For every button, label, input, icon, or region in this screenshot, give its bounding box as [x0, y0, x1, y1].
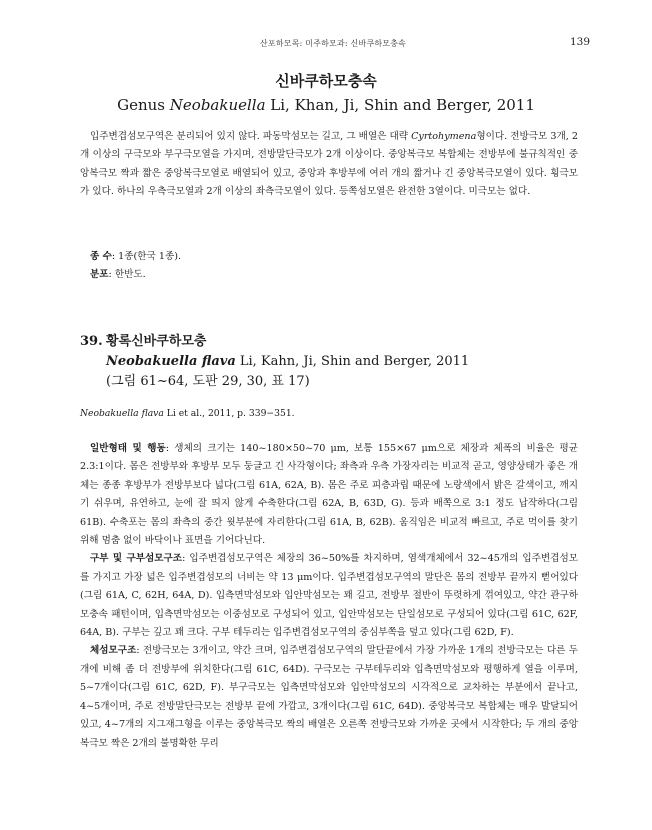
section-somatic-text: : 전방극모는 3개이고, 약간 크며, 입주변겹섬모구역의 말단끝에서 가장 가까운 1개의 전방극모는 다른 두 개에 비해 좀 더 전방부에 위치한다(그림 61C, 64D). 구극모는 구부테두리와 입측면막섬모와 평행하게 열을 이루며, 5~7개이다(그림 61C, 62D, F). 부구극모는 입측면막섬모와 입안막섬모의 시각적으로 교차하는 부분에서 끝나고, 4~5개이며, 주로 전방말단극모는 전방부 끝에 가깝고, 3개이다(그림 61C, 64D). 중앙복극모 복합체는 매우 발달되어있고, 4~7개의 지그재그형을 이루는 중앙복극모 짝의 배열은 오른쪽 전방극모와 가까운 곳에서 시작한다; 두 개의 중앙복극모 짝은 2개의 불명확한 무리: [80, 645, 578, 749]
citation-text: Li et al., 2011, p. 339−351.: [163, 408, 295, 419]
section-somatic: [80, 642, 578, 752]
species-heading-line2: [80, 352, 469, 372]
distribution-value: : 한반도.: [108, 269, 146, 280]
genus-description-text: [80, 128, 578, 202]
species-heading: [80, 332, 469, 392]
section-general: [80, 440, 578, 550]
species-count-row: [80, 248, 578, 266]
citation-name: Neobakuella flava: [80, 408, 164, 419]
species-description: [80, 440, 578, 753]
genus-title-english: [0, 96, 652, 114]
section-oral-text: : 입주변겹섬모구역은 체장의 36~50%를 차지하며, 염색개체에서 32~45개의 입주변겹섬모를 가지고 가장 넓은 입주변겹섬모의 너비는 약 13 μm이다. 입주변겹섬모구역의 말단은 몸의 전방부 끝까지 뻗어있다(그림 61A, C, 62H, 64A, D). 입측면막섬모와 입안막섬모는 꽤 길고, 전방부 절반이 뚜렷하게 꺾여있고, 약간 관구하모충속 패턴이며, 입측면막섬모는 이중섬모로 구성되어 있고, 입안막섬모는 단일섬모로 구성되어 있다(그림 61C, 62F, 64A, B). 구부는 깊고 꽤 크다. 구부 테두리는 입주변겹섬모구역의 중심부쪽을 덮고 있다(그림 62D, F).: [80, 553, 578, 639]
genus-title-korean: 신바쿠하모충속: [275, 72, 377, 90]
page-number: 139: [569, 36, 590, 48]
section-oral-label: 구부 및 구부섬모구조: [90, 553, 183, 565]
section-oral: [80, 550, 578, 642]
genus-desc-part2: 형이다. 전방극모 3개, 2개 이상의 구극모와 부구극모열을 가지며, 전방말단극모가 2개 이상이다. 중앙복극모 복합체는 전방부에 불규칙적인 중앙복극모 짝과 짧은 중앙복극모열로 배열되어 있고, 중앙과 후방부에 여러 개의 짧거나 긴 중앙복극모열이 있다. 횡극모가 있다. 하나의 우측극모열과 2개 이상의 좌측극모열이 있다. 등쪽섬모열은 완전한 3열이다. 미극모는 없다.: [80, 131, 578, 198]
species-heading-line1: [80, 332, 469, 352]
species-korean-name: 황록신바쿠하모충: [106, 334, 207, 349]
genus-desc-part1: 입주변겹섬모구역은 분리되어 있지 않다. 파동막섬모는 길고, 그 배열은 대략: [90, 131, 412, 142]
distribution-row: [80, 266, 578, 284]
genus-name: Neobakuella: [169, 96, 266, 114]
genus-authors: Li, Khan, Ji, Shin and Berger, 2011: [265, 96, 535, 114]
section-somatic-label: 체섬모구조: [90, 645, 137, 657]
species-figure-refs: (그림 61~64, 도판 29, 30, 표 17): [106, 374, 310, 389]
species-authors: Li, Kahn, Ji, Shin and Berger, 2011: [235, 354, 470, 369]
species-scientific-name: Neobakuella flava: [106, 354, 236, 369]
species-number: 39.: [80, 334, 103, 349]
species-count-label: 종 수: [90, 251, 112, 262]
species-citation: [80, 408, 295, 419]
species-count-value: : 1종(한국 1종).: [111, 251, 182, 262]
genus-desc-taxon: Cyrtohymena: [411, 131, 477, 142]
section-general-label: 일반형태 및 행동: [90, 443, 166, 454]
genus-description: [80, 128, 578, 202]
running-head: 산포하모목: 미주하모과: 신바쿠하모충속: [260, 39, 407, 48]
distribution-label: 분포: [90, 269, 109, 280]
genus-info: [80, 248, 578, 284]
genus-label: Genus: [117, 96, 170, 114]
section-general-text: : 생체의 크기는 140~180×50~70 μm, 보통 155×67 μm으로 체장과 체폭의 비율은 평균 2.3:1이다. 몸은 전방부와 후방부 모두 둥글고 긴 사각형이다; 좌측과 우측 가장자리는 비교적 곧고, 영양상태가 좋은 개체는 종종 후방부가 전방부보다 넓다(그림 61A, 62A, B). 몸은 주로 피층과립 때문에 노랑색에서 밝은 갈색이고, 깨지기 쉬우며, 유연하고, 눈에 잘 띄지 않게 수축한다(그림 62A, B, 63D, G). 등과 배쪽으로 3:1 정도 납작하다(그림 61B). 수축포는 몸의 좌측의 중간 윗부분에 자리한다(그림 61A, B, 62B). 움직임은 비교적 빠르고, 주로 먹이를 찾기 위해 멈춤 없이 바닥이나 표면을 기어다닌다.: [80, 443, 578, 547]
